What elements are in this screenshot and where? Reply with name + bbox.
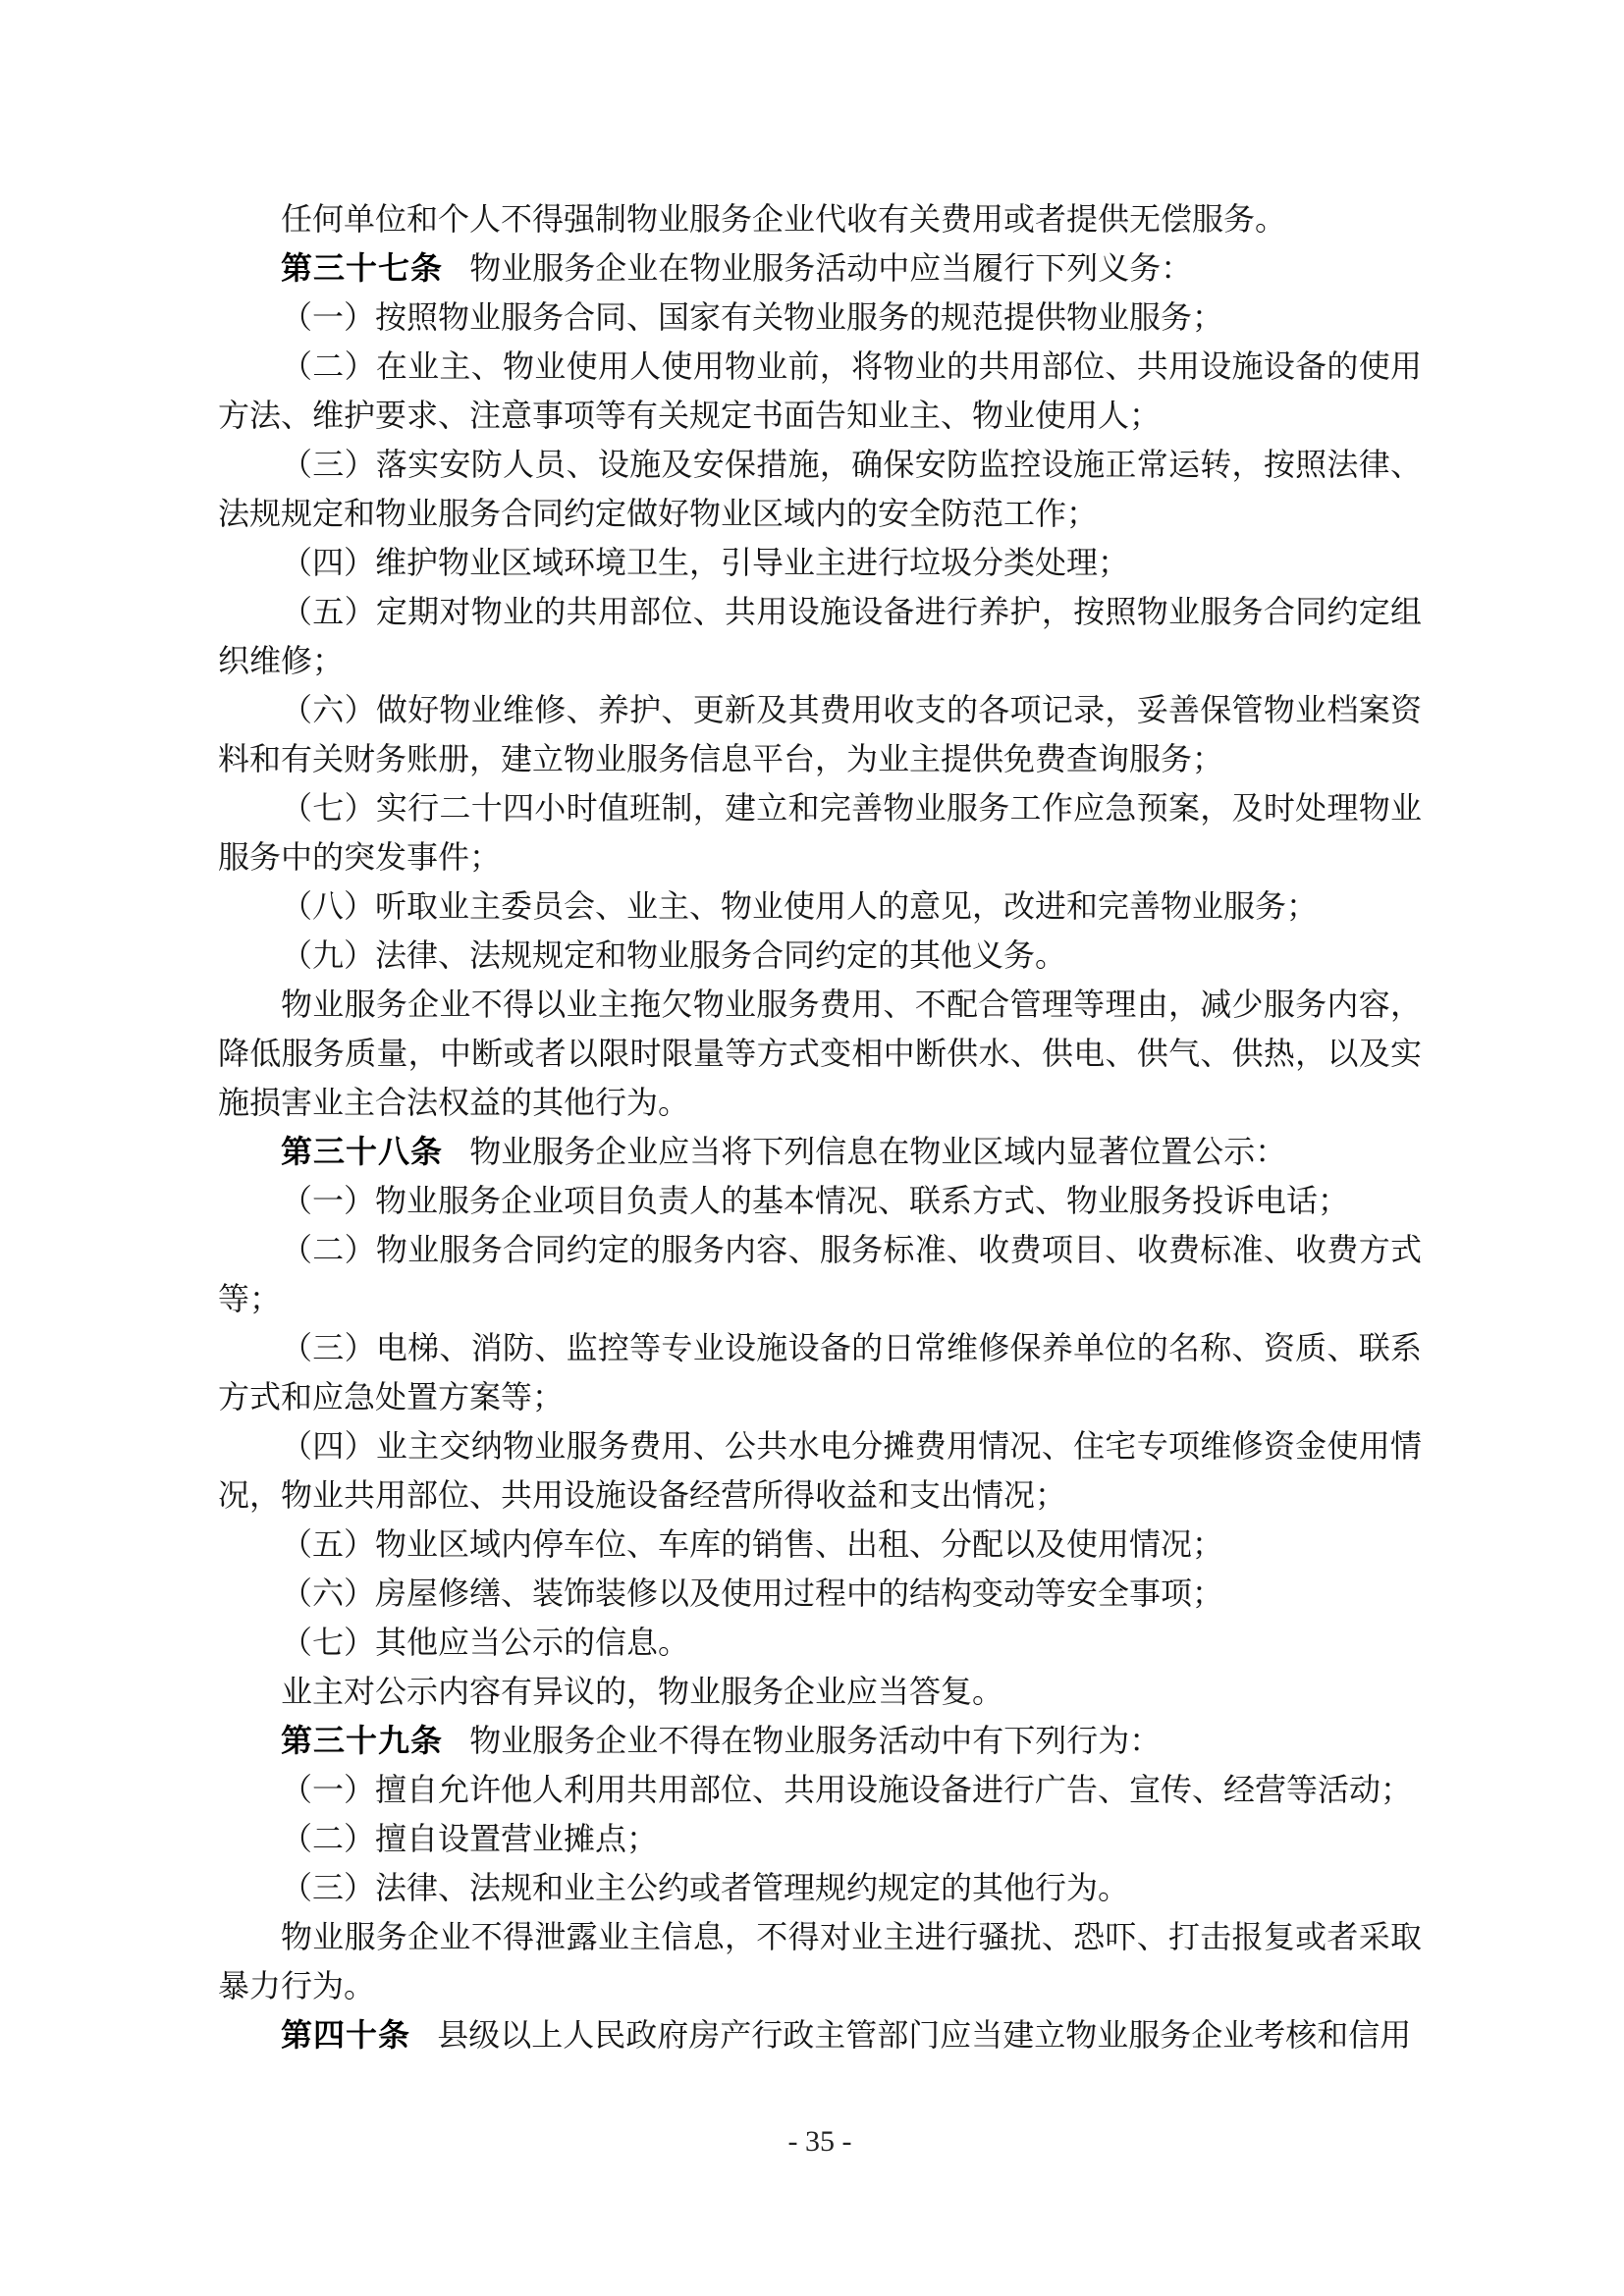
paragraph-text: （三）落实安防人员、设施及安保措施，确保安防监控设施正常运转，按照法律、法规规定和物业服务合同约定做好物业区域内的安全防范工作； xyxy=(218,447,1422,531)
paragraph xyxy=(218,1912,1422,2010)
paragraph xyxy=(218,685,1422,783)
paragraph-text: （一）按照物业服务合同、国家有关物业服务的规范提供物业服务； xyxy=(281,299,1224,335)
paragraph xyxy=(218,1323,1422,1421)
paragraph xyxy=(218,931,1422,980)
article-number-label: 第三十八条 xyxy=(281,1134,444,1169)
paragraph-text: （二）在业主、物业使用人使用物业前，将物业的共用部位、共用设施设备的使用方法、维护要求、注意事项等有关规定书面告知业主、物业使用人； xyxy=(218,348,1422,433)
paragraph-text: 物业服务企业应当将下列信息在物业区域内显著位置公示： xyxy=(469,1134,1287,1169)
paragraph-text: （九）法律、法规规定和物业服务合同约定的其他义务。 xyxy=(281,937,1067,973)
paragraph xyxy=(218,293,1422,342)
paragraph-text: （六）房屋修缮、装饰装修以及使用过程中的结构变动等安全事项； xyxy=(281,1575,1224,1611)
paragraph xyxy=(218,587,1422,685)
paragraph xyxy=(218,783,1422,881)
paragraph xyxy=(218,1421,1422,1520)
paragraph xyxy=(218,1618,1422,1667)
article-number-label: 第四十条 xyxy=(281,2017,411,2053)
paragraph xyxy=(218,1863,1422,1912)
paragraph-text: （八）听取业主委员会、业主、物业使用人的意见，改进和完善物业服务； xyxy=(281,888,1319,924)
paragraph xyxy=(218,881,1422,931)
paragraph-text: （一）物业服务企业项目负责人的基本情况、联系方式、物业服务投诉电话； xyxy=(281,1183,1350,1218)
article-paragraph xyxy=(218,2010,1422,2059)
article-paragraph xyxy=(218,1716,1422,1765)
paragraph-text: （四）维护物业区域环境卫生，引导业主进行垃圾分类处理； xyxy=(281,545,1130,580)
paragraph-text: 县级以上人民政府房产行政主管部门应当建立物业服务企业考核和信用 xyxy=(437,2017,1412,2053)
paragraph-text: （五）物业区域内停车位、车库的销售、出租、分配以及使用情况； xyxy=(281,1526,1224,1562)
paragraph-text: （二）物业服务合同约定的服务内容、服务标准、收费项目、收费标准、收费方式等； xyxy=(218,1232,1422,1316)
paragraph-text: （二）擅自设置营业摊点； xyxy=(281,1821,659,1856)
paragraph xyxy=(218,1569,1422,1618)
paragraph xyxy=(218,1814,1422,1863)
paragraph-text: （一）擅自允许他人利用共用部位、共用设施设备进行广告、宣传、经营等活动； xyxy=(281,1772,1413,1807)
article-number-label: 第三十七条 xyxy=(281,250,444,286)
document-body xyxy=(218,194,1422,2059)
paragraph-text: 物业服务企业不得以业主拖欠物业服务费用、不配合管理等理由，减少服务内容，降低服务质量，中断或者以限时限量等方式变相中断供水、供电、供气、供热，以及实施损害业主合法权益的其他行为。 xyxy=(218,987,1422,1120)
paragraph xyxy=(218,1667,1422,1716)
article-paragraph xyxy=(218,1127,1422,1176)
article-paragraph xyxy=(218,243,1422,293)
paragraph xyxy=(218,342,1422,440)
paragraph-text: （七）其他应当公示的信息。 xyxy=(281,1625,690,1660)
paragraph-text: 物业服务企业不得在物业服务活动中有下列行为： xyxy=(469,1723,1162,1758)
article-number-label: 第三十九条 xyxy=(281,1723,444,1758)
paragraph xyxy=(218,1225,1422,1323)
paragraph-text: 物业服务企业在物业服务活动中应当履行下列义务： xyxy=(469,250,1193,286)
paragraph-text: （七）实行二十四小时值班制，建立和完善物业服务工作应急预案，及时处理物业服务中的突发事件； xyxy=(218,790,1422,875)
paragraph xyxy=(218,1520,1422,1569)
paragraph-text: （三）法律、法规和业主公约或者管理规约规定的其他行为。 xyxy=(281,1870,1130,1905)
paragraph-text: 物业服务企业不得泄露业主信息，不得对业主进行骚扰、恐吓、打击报复或者采取暴力行为。 xyxy=(218,1919,1422,2003)
paragraph xyxy=(218,440,1422,538)
page-number: - 35 - xyxy=(787,2125,852,2158)
paragraph-text: 业主对公示内容有异议的，物业服务企业应当答复。 xyxy=(281,1674,1004,1709)
paragraph xyxy=(218,1176,1422,1225)
paragraph xyxy=(218,538,1422,587)
paragraph xyxy=(218,1765,1422,1814)
paragraph xyxy=(218,980,1422,1127)
paragraph-text: （五）定期对物业的共用部位、共用设施设备进行养护，按照物业服务合同约定组织维修； xyxy=(218,594,1422,678)
paragraph xyxy=(218,194,1422,243)
paragraph-text: 任何单位和个人不得强制物业服务企业代收有关费用或者提供无偿服务。 xyxy=(281,201,1287,237)
paragraph-text: （四）业主交纳物业服务费用、公共水电分摊费用情况、住宅专项维修资金使用情况，物业共用部位、共用设施设备经营所得收益和支出情况； xyxy=(218,1428,1422,1513)
paragraph-text: （六）做好物业维修、养护、更新及其费用收支的各项记录，妥善保管物业档案资料和有关财务账册，建立物业服务信息平台，为业主提供免费查询服务； xyxy=(218,692,1422,776)
paragraph-text: （三）电梯、消防、监控等专业设施设备的日常维修保养单位的名称、资质、联系方式和应急处置方案等； xyxy=(218,1330,1422,1415)
